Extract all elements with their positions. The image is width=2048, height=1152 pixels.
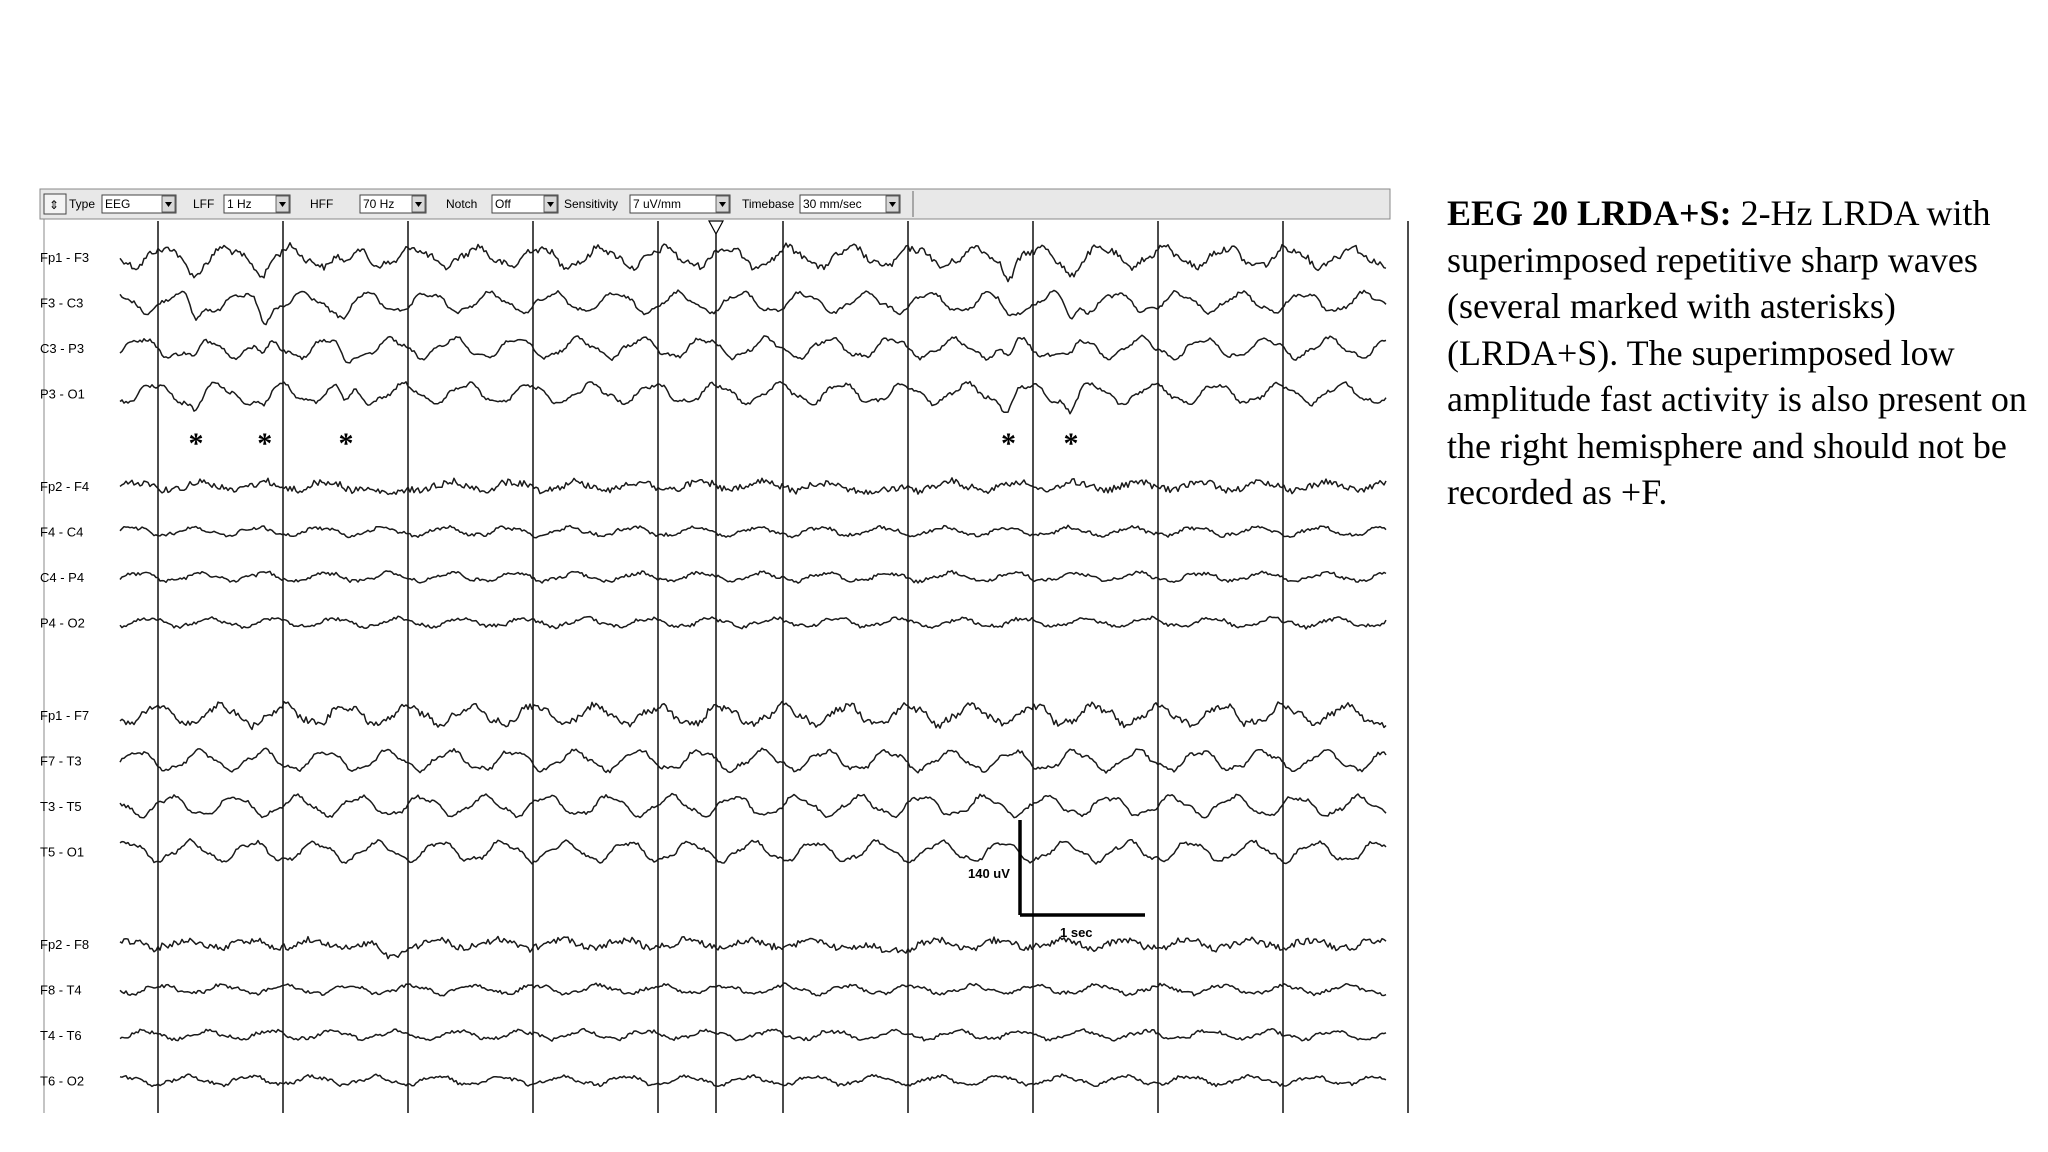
channel-label: Fp2 - F4 (40, 479, 90, 494)
notch-label: Notch (446, 197, 478, 211)
hff-value: 70 Hz (363, 197, 395, 211)
channel-label: T3 - T5 (40, 799, 82, 814)
eeg-panel (40, 185, 1390, 1113)
channel-label: T6 - O2 (40, 1073, 85, 1089)
caption-title: EEG 20 LRDA+S: (1447, 193, 1732, 233)
channel-label: Fp2 - F8 (40, 937, 90, 952)
eeg-trace (120, 335, 1386, 363)
montage-icon[interactable] (44, 194, 66, 214)
hff-label: HFF (310, 197, 334, 211)
channel-label: C4 - P4 (40, 570, 85, 585)
channel-label: Fp1 - F3 (40, 250, 90, 265)
timebase-label: Timebase (742, 197, 795, 211)
eeg-trace (120, 937, 1386, 959)
sensitivity-value: 7 uV/mm (633, 197, 682, 211)
channel-label: F7 - T3 (40, 753, 82, 769)
time-cursor-marker-icon[interactable] (709, 221, 723, 234)
sensitivity-select[interactable] (630, 195, 730, 213)
eeg-trace (120, 794, 1386, 818)
eeg-trace (120, 243, 1386, 282)
channel-label: T5 - O1 (40, 844, 85, 860)
channel-label: F3 - C3 (40, 295, 84, 311)
type-label: Type (69, 197, 96, 211)
eeg-chart (40, 185, 1390, 1113)
svg-text:⇕: ⇕ (49, 198, 60, 212)
type-select[interactable] (102, 195, 176, 213)
type-value: EEG (105, 197, 131, 211)
timebase-select[interactable] (800, 195, 900, 213)
eeg-trace (120, 290, 1386, 325)
eeg-trace (120, 748, 1386, 773)
eeg-trace (120, 525, 1386, 538)
channel-label: P3 - O1 (40, 386, 85, 402)
channel-label: F4 - C4 (40, 524, 84, 540)
eeg-trace (120, 382, 1386, 414)
sharp-wave-asterisk: * (1063, 427, 1079, 460)
figure-caption (1447, 190, 2047, 516)
timebase-value: 30 mm/sec (803, 197, 862, 211)
eeg-trace (120, 702, 1386, 730)
lff-label: LFF (193, 197, 215, 211)
eeg-trace (120, 1029, 1386, 1042)
eeg-trace (120, 571, 1386, 584)
sensitivity-label: Sensitivity (564, 197, 619, 211)
hff-select[interactable] (360, 195, 426, 213)
channel-label: Fp1 - F7 (40, 708, 90, 723)
sharp-wave-asterisk: * (257, 427, 273, 460)
sharp-wave-asterisk: * (1001, 427, 1016, 460)
eeg-trace (120, 478, 1386, 495)
eeg-trace (120, 839, 1386, 864)
channel-label: P4 - O2 (40, 615, 85, 631)
notch-value: Off (495, 197, 511, 211)
eeg-trace (120, 616, 1386, 629)
eeg-trace (120, 1074, 1386, 1087)
lff-select[interactable] (224, 195, 290, 213)
channel-label: F8 - T4 (40, 982, 82, 998)
time-scale-label: 1 sec (1060, 925, 1093, 940)
amplitude-scale-label: 140 uV (968, 866, 1010, 881)
sharp-wave-asterisk: * (188, 427, 204, 460)
notch-select[interactable] (492, 195, 558, 213)
channel-label: C3 - P3 (40, 341, 85, 356)
channel-label: T4 - T6 (40, 1028, 82, 1043)
lff-value: 1 Hz (227, 197, 252, 211)
caption-text: 2-Hz LRDA with superimposed repetitive sharp waves (several marked with asterisks) (LRDA+S). The superimposed low amplitude fast activity is also present on the right hemisphere and should not be recorded as +F. (1447, 193, 2027, 512)
eeg-toolbar (40, 189, 1390, 234)
eeg-trace (120, 983, 1386, 996)
sharp-wave-asterisk: * (338, 427, 354, 460)
